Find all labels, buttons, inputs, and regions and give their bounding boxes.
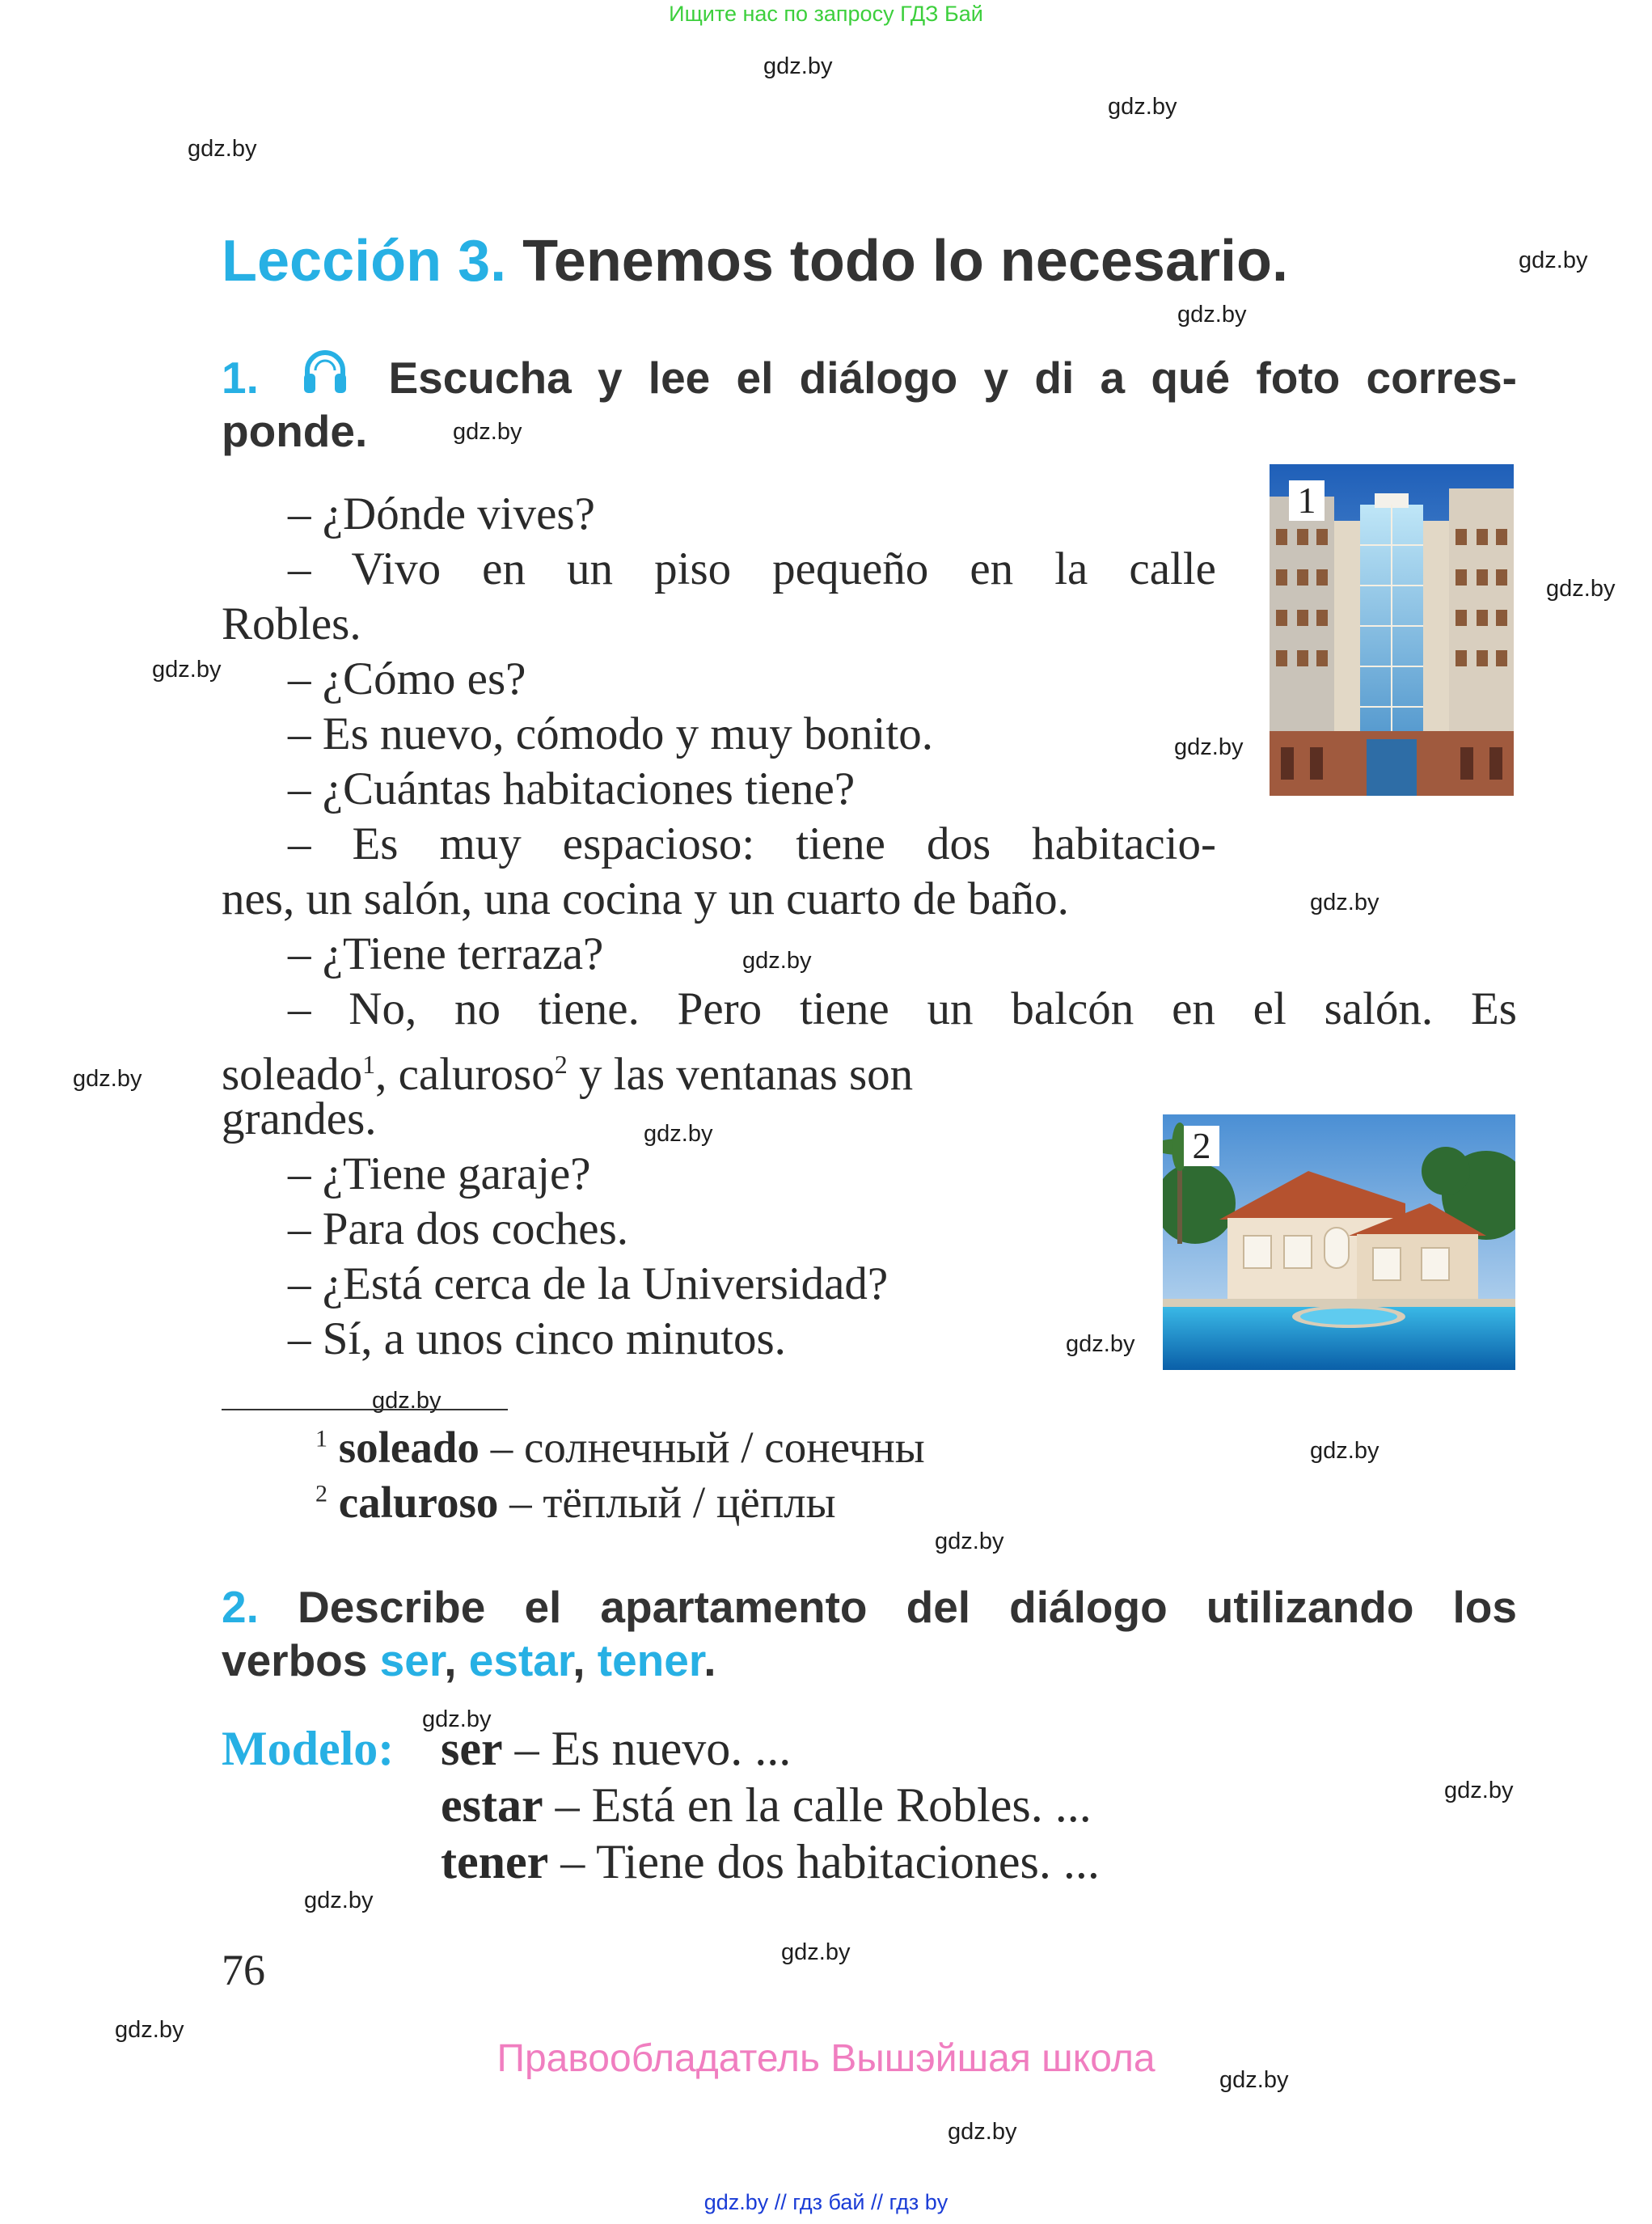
task-1-line-1: Escucha y lee el diálogo y di a qué foto corres- (388, 353, 1518, 403)
copyright-notice: Правообладатель Вышэйшая школа (496, 2037, 1156, 2080)
watermark: gdz.by (644, 1121, 713, 1147)
watermark: gdz.by (1310, 1438, 1379, 1464)
watermark: gdz.by (152, 657, 222, 683)
dialogue-line: Robles. (222, 598, 361, 649)
watermark: gdz.by (948, 2119, 1017, 2145)
dialogue-line: – ¿Cómo es? (288, 653, 526, 704)
model-line: estar – Está en la calle Robles. ... (441, 1778, 1092, 1832)
footnote-divider (222, 1409, 508, 1410)
task-2-number: 2. (222, 1582, 259, 1632)
dialogue-line-soleado: soleado$^1$, caluroso$^2$ y las ventanas son (222, 1049, 914, 1100)
dialogue-line: – Es nuevo, cómodo y muy bonito. (288, 708, 933, 759)
watermark: gdz.by (1219, 2067, 1289, 2093)
dialogue-line: – Para dos coches. (288, 1203, 629, 1254)
dialogue-line: – ¿Tiene garaje? (288, 1148, 591, 1199)
lesson-title (222, 228, 1288, 294)
watermark: gdz.by (1519, 247, 1588, 273)
watermark: gdz.by (73, 1066, 142, 1092)
model-line: tener – Tiene dos habitaciones. ... (441, 1835, 1100, 1888)
watermark: gdz.by (742, 948, 812, 974)
task-2-instruction (222, 1580, 1517, 1687)
watermark: gdz.by (1108, 94, 1177, 120)
photo-1-label: 1 (1289, 480, 1325, 521)
photo-apartment-tower (1270, 464, 1514, 796)
watermark: gdz.by (781, 1939, 851, 1965)
watermark: gdz.by (1066, 1331, 1135, 1357)
model-label: Modelo: (222, 1722, 395, 1775)
page-number: 76 (222, 1946, 265, 1994)
dialogue-line: – Vivo en un piso pequeño en la calle (288, 543, 1216, 594)
watermark: gdz.by (188, 136, 257, 162)
dialogue-line: nes, un salón, una cocina y un cuarto de baño. (222, 873, 1069, 924)
task-2-line-1: Describe el apartamento del diálogo utilizando los (297, 1582, 1517, 1632)
photo-villa-pool (1163, 1114, 1515, 1370)
bottom-links[interactable]: gdz.by // гдз бай // гдз by (703, 2190, 949, 2214)
photo-2-label: 2 (1184, 1126, 1219, 1166)
dialogue-line: – ¿Cuántas habitaciones tiene? (288, 763, 856, 814)
task-1-line-2: ponde. (222, 406, 368, 456)
watermark: gdz.by (1174, 734, 1244, 760)
watermark: gdz.by (422, 1706, 492, 1732)
dialogue-line: – ¿Dónde vives? (288, 488, 595, 539)
watermark: gdz.by (1546, 576, 1616, 602)
verb-ser: ser (379, 1635, 445, 1685)
task-1-instruction (222, 346, 1517, 458)
watermark: gdz.by (453, 419, 522, 445)
dialogue-line: – Es muy espacioso: tiene dos habitacio- (288, 818, 1216, 869)
lesson-number: Lección 3. (222, 229, 507, 294)
watermark: gdz.by (115, 2017, 184, 2043)
headphones-icon (299, 346, 351, 398)
dialogue-line: grandes. (222, 1093, 377, 1144)
footnote-1: $^1$ soleado – солнечный / сонечны (315, 1423, 925, 1472)
dialogue-line: – ¿Tiene terraza? (288, 928, 604, 979)
watermark: gdz.by (1444, 1778, 1514, 1803)
watermark: gdz.by (935, 1528, 1004, 1554)
watermark: gdz.by (1177, 302, 1247, 328)
task-1-number: 1. (222, 353, 259, 403)
watermark: gdz.by (763, 53, 833, 79)
footnote-2: $^2$ caluroso – тёплый / цёплы (315, 1478, 836, 1527)
model-line: ser – Es nuevo. ... (441, 1722, 792, 1775)
top-search-note: Ищите нас по запросу ГДЗ Бай (669, 2, 983, 26)
dialogue-line: – Sí, a unos cinco minutos. (288, 1313, 786, 1364)
lesson-title-text: Tenemos todo lo necesario. (522, 229, 1289, 294)
dialogue-line: – ¿Está cerca de la Universidad? (288, 1258, 889, 1309)
watermark: gdz.by (304, 1888, 374, 1913)
watermark: gdz.by (1310, 890, 1379, 915)
watermark: gdz.by (372, 1388, 442, 1414)
verb-estar: estar (468, 1635, 573, 1685)
verb-tener: tener (597, 1635, 704, 1685)
task-2-line-2: verbos ser, estar, tener. (222, 1635, 716, 1685)
dialogue-line: – No, no tiene. Pero tiene un balcón en el salón. Es (288, 983, 1517, 1034)
